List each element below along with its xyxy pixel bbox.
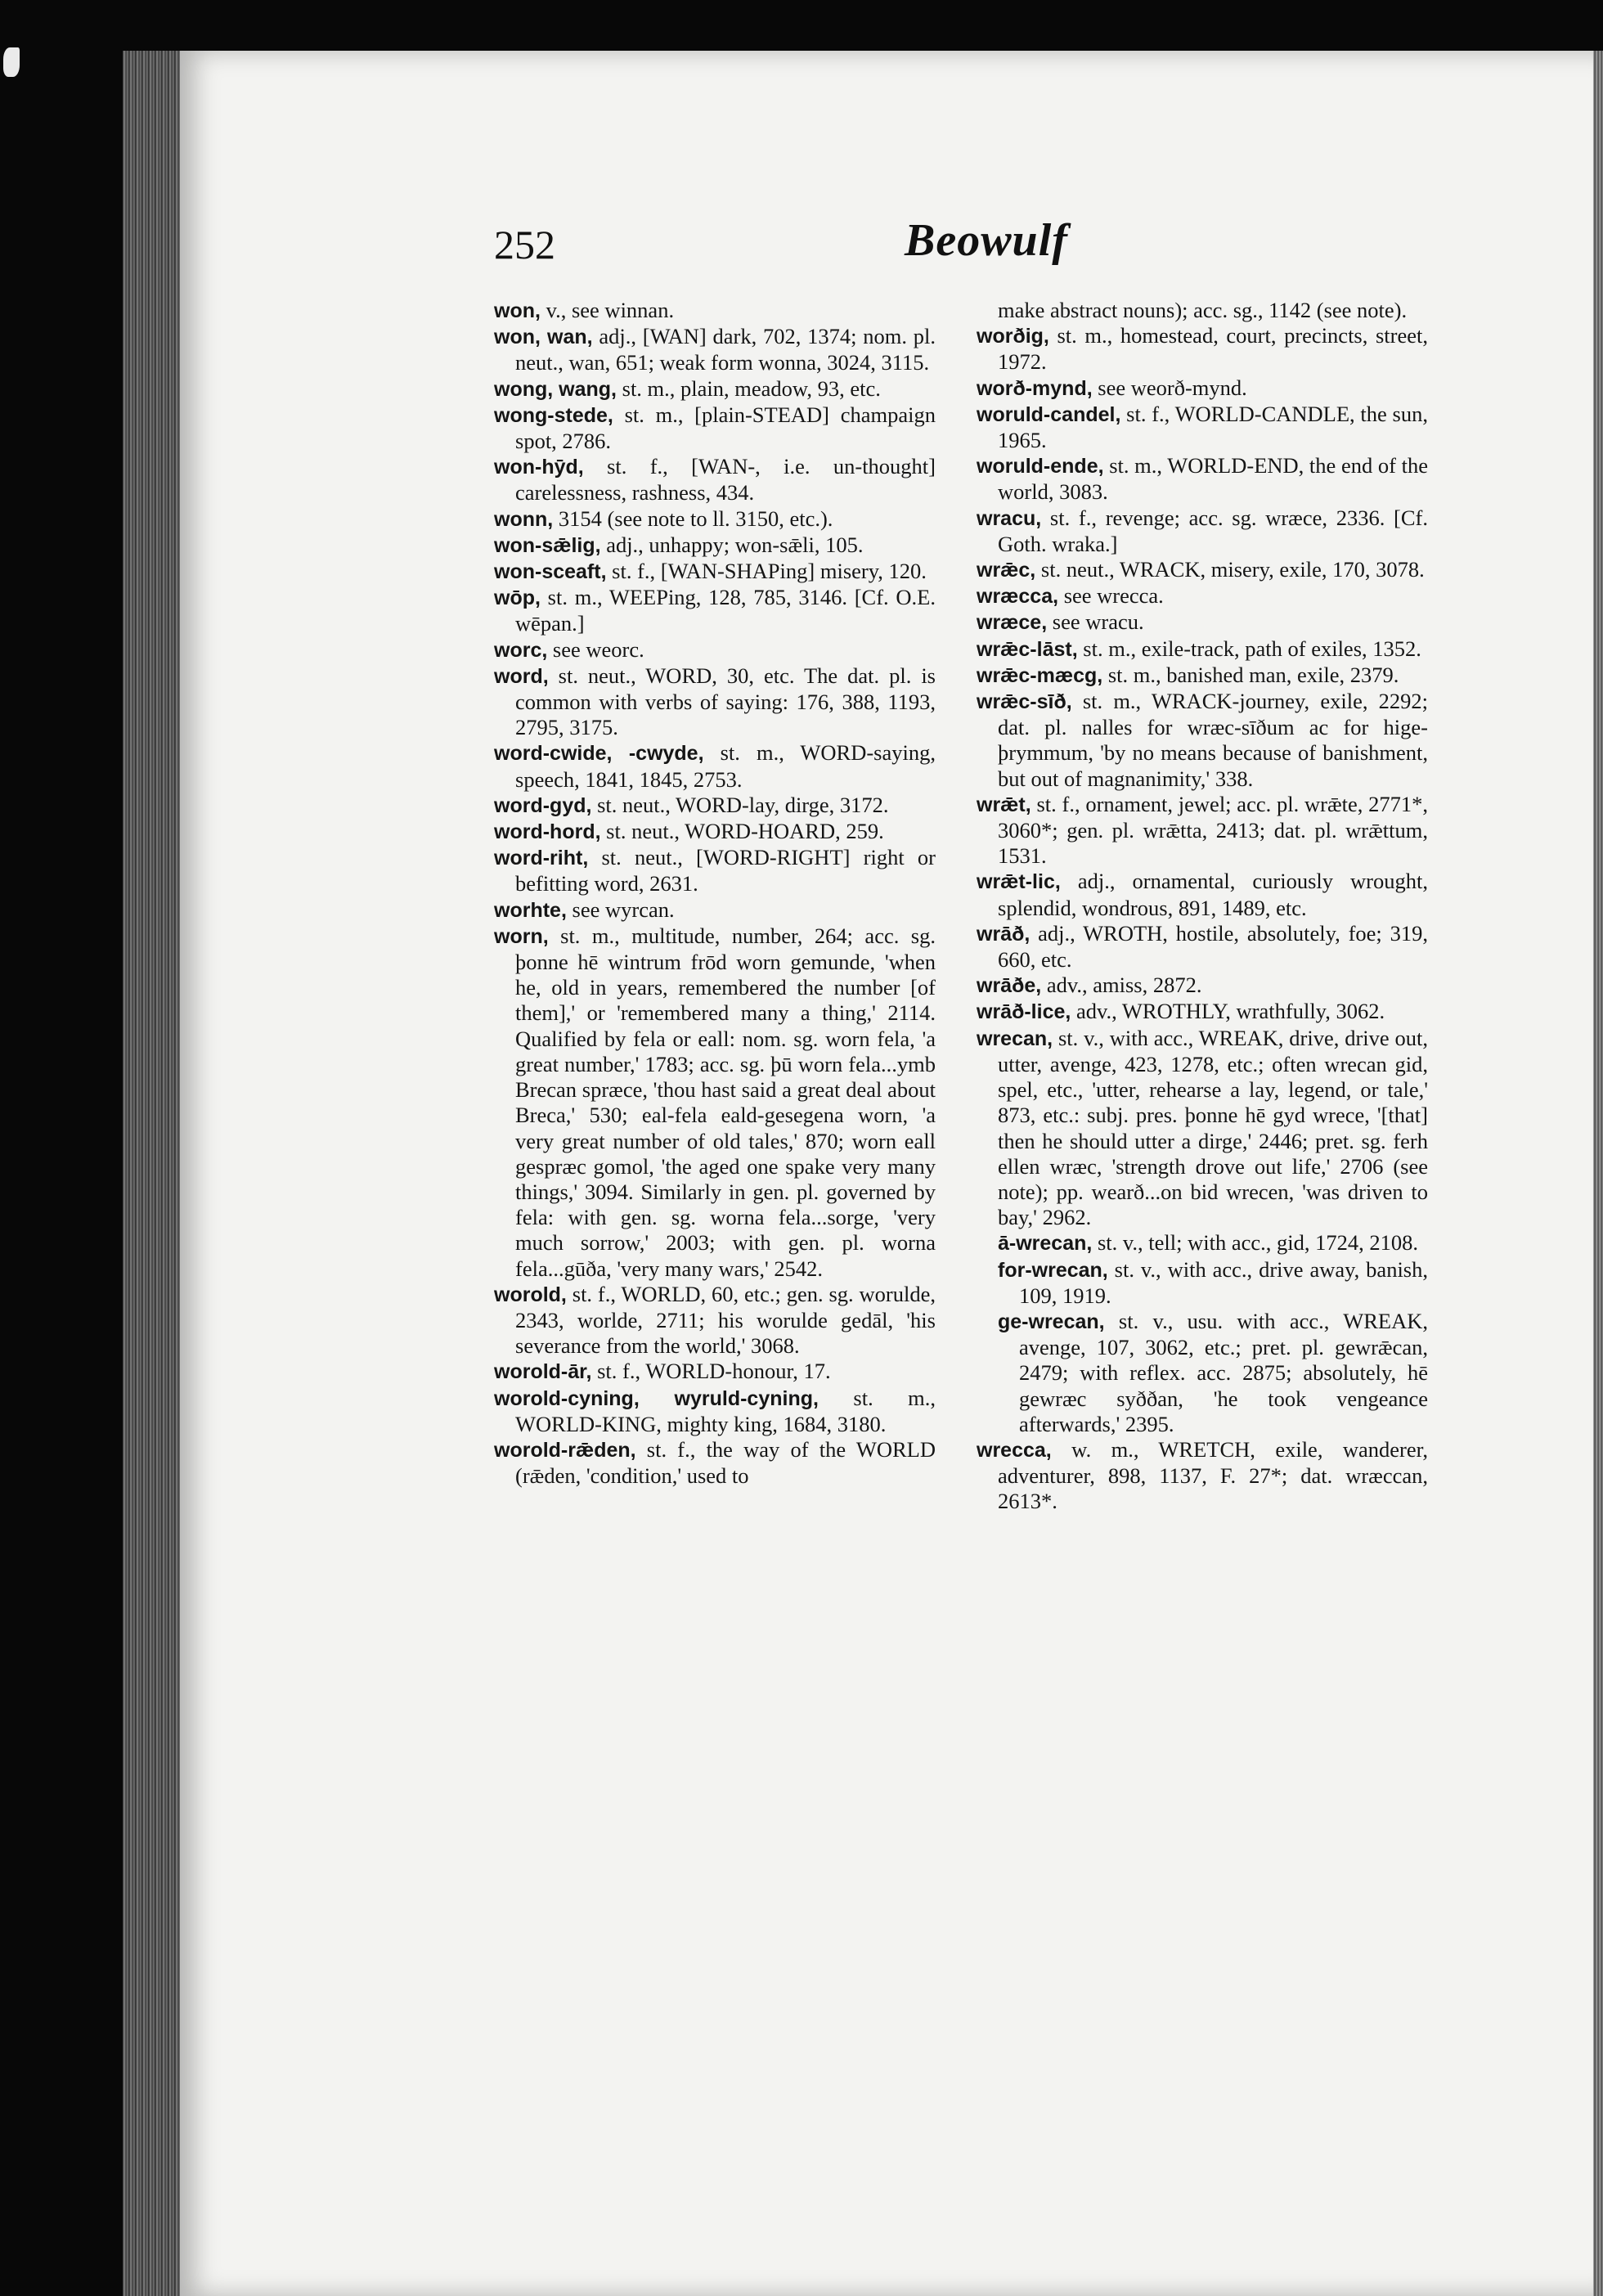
headword: worðig, [977, 325, 1049, 348]
glossary-entry [494, 506, 936, 532]
headword: word-riht, [494, 847, 589, 870]
entry-definition: adv., WROTHLY, wrathfully, 3062. [1071, 999, 1385, 1024]
glossary-entry [977, 298, 1428, 323]
entry-definition: see wrecca. [1058, 583, 1164, 609]
headword: won-sǣlig, [494, 533, 601, 557]
entry-definition: st. m., exile-track, path of exiles, 1352. [1077, 636, 1421, 661]
entry-definition: st. neut., WRACK, misery, exile, 170, 3078. [1035, 557, 1425, 582]
glossary-entry [494, 740, 936, 792]
glossary-entry [494, 298, 936, 324]
entry-definition: st. m., multitude, number, 264; acc. sg. þonne hē wintrum frōd worn gemunde, 'when he, old in years, remembered the number [of them],' or 'remembered many a thing,' 2114. Qualified by fela or eall: nom. sg. worn fela, 'a great number,' 1783; acc. sg. þū worn fela...ymb Brecan spræce, 'thou hast said a great deal about Breca,' 530; eal-fela eald-gesegena worn, 'a very great number of old tales,' 870; worn eall gespræc gomol, 'the aged one spake very many things,' 3094. Similarly in gen. pl. governed by fela: with gen. sg. worna fela...sorge, 'very much sorrow,' 2003; with gen. pl. worna fela...gūðа, 'very many wars,' 2542. [515, 923, 936, 1281]
headword: word-gyd, [494, 793, 592, 817]
entry-definition: st. m., WORLD-KING, mighty king, 1684, 3180. [515, 1385, 936, 1436]
entry-definition: st. neut., [WORD-RIGHT] right or befitting word, 2631. [515, 845, 936, 896]
glossary-entry [494, 532, 936, 559]
headword: wong, wang, [494, 377, 617, 401]
glossary-entry [977, 1437, 1428, 1515]
glossary-entry [494, 663, 936, 741]
headword: wrāð, [977, 922, 1030, 946]
headword: wrǣt-lic, [977, 870, 1061, 894]
headword: wracu, [977, 506, 1042, 530]
headword: wræcca, [977, 585, 1059, 609]
glossary-entry [494, 402, 936, 454]
entry-definition: adj., unhappy; won-sǣli, 105. [600, 532, 864, 557]
headword: wrecan, [977, 1027, 1053, 1050]
glossary-entry [494, 1282, 936, 1359]
glossary-entry [977, 557, 1428, 583]
entry-definition: st. m., plain, meadow, 93, etc. [617, 375, 881, 401]
glossary-entry [494, 793, 936, 819]
glossary-entry [977, 505, 1428, 557]
entry-definition: st. v., with acc., drive away, banish, 109, 1919. [1019, 1256, 1428, 1308]
headword: wōp, [494, 586, 541, 610]
headword: wrecca, [977, 1438, 1052, 1462]
headword: worold, [494, 1283, 567, 1306]
entry-definition: st. f., revenge; acc. sg. wræce, 2336. [Cf. Goth. wraka.] [998, 505, 1428, 556]
headword: worð-mynd, [977, 376, 1093, 400]
entry-definition: v., see winnan. [540, 298, 675, 322]
entry-definition: see wracu. [1047, 609, 1144, 635]
headword: worc, [494, 638, 548, 662]
page-edge [1593, 51, 1603, 2296]
entry-definition: see weorð-mynd. [1092, 375, 1247, 400]
entry-definition: st. f., [WAN-SHAPing] misery, 120. [606, 559, 927, 584]
glossary-entry [494, 376, 936, 402]
running-title: Beowulf [905, 215, 1068, 266]
glossary-entry [977, 1309, 1428, 1437]
page-corner-mark [3, 47, 20, 77]
page-number: 252 [494, 222, 555, 267]
glossary-entry [494, 1437, 936, 1489]
glossary-entry [977, 583, 1428, 609]
headword: won, [494, 299, 541, 322]
headword: worn, [494, 924, 549, 948]
glossary-entry [494, 454, 936, 505]
glossary-entry [494, 923, 936, 1282]
glossary-entry [494, 559, 936, 585]
headword: won-hȳd, [494, 456, 584, 479]
glossary-entry [494, 897, 936, 923]
glossary-entry [494, 637, 936, 663]
headword: wrǣc-lāst, [977, 637, 1078, 661]
glossary-entry [977, 323, 1428, 375]
glossary-entry [977, 689, 1428, 792]
entry-definition: st. m., homestead, court, precincts, street, 1972. [998, 323, 1428, 375]
headword: worold-rǣden, [494, 1438, 636, 1462]
entry-definition: adj., [WAN] dark, 702, 1374; nom. pl. neut., wan, 651; weak form wonna, 3024, 3115. [515, 324, 936, 375]
entry-definition: st. m., WRACK-journey, exile, 2292; dat. pl. nalles for wræc-sīðum ac for hige-þrymmum, 'by no means because of banishment, but out of magnanimity,' 338. [998, 689, 1428, 791]
entry-definition: st. f., [WAN-, i.e. un-thought] carelessness, rashness, 434. [515, 454, 936, 505]
glossary-entry [977, 792, 1428, 869]
glossary-entry [977, 1257, 1428, 1309]
glossary-entry [977, 869, 1428, 920]
entry-definition: st. f., ornament, jewel; acc. pl. wrǣte, 2771*, 3060*; gen. pl. wrǣtta, 2413; dat. pl. wrǣttum, 1531. [998, 791, 1428, 869]
glossary-entry [494, 585, 936, 636]
headword: word, [494, 664, 549, 688]
glossary-entry [977, 663, 1428, 689]
glossary-entry [977, 375, 1428, 402]
entry-definition: adj., WROTH, hostile, absolutely, foe; 319, 660, etc. [998, 920, 1428, 973]
entry-definition: st. f., WORLD-honour, 17. [591, 1359, 831, 1384]
glossary-entry [494, 819, 936, 845]
headword: worold-cyning, wyruld-cyning, [494, 1386, 819, 1410]
glossary-column-left [494, 298, 936, 1489]
headword: word-hord, [494, 820, 601, 844]
glossary-entry [977, 1230, 1428, 1256]
headword: wonn, [494, 507, 554, 531]
headword: ge-wrecan, [998, 1310, 1105, 1333]
headword: ā-wrecan, [998, 1232, 1093, 1256]
entry-definition: adv., amiss, 2872. [1041, 973, 1202, 998]
headword: word-cwide, -cwyde, [494, 742, 704, 766]
headword: worhte, [494, 898, 567, 922]
glossary-entry [977, 973, 1428, 999]
entry-definition: st. v., usu. with acc., WREAK, avenge, 107, 3062, etc.; pret. pl. gewrǣcan, 2479; with reflex. acc. 2875; absolutely, hē gewræc syððan, 'he took vengeance afterwards,' 2395. [1019, 1308, 1428, 1436]
headword: wræce, [977, 611, 1048, 635]
headword: wrāðe, [977, 974, 1042, 998]
headword: wong-stede, [494, 403, 613, 427]
entry-definition: st. m., WEEPing, 128, 785, 3146. [Cf. O.E. wēpan.] [515, 585, 936, 636]
headword: wrǣc, [977, 559, 1036, 582]
glossary-entry [494, 1359, 936, 1385]
glossary-column-right [977, 298, 1428, 1515]
book-spine [123, 51, 180, 2296]
headword: woruld-ende, [977, 455, 1104, 479]
headword: for-wrecan, [998, 1258, 1108, 1282]
entry-definition: st. m., WORLD-END, the end of the world, 3083. [998, 453, 1428, 505]
entry-definition: see weorc. [547, 636, 644, 662]
glossary-entry [977, 999, 1428, 1025]
entry-definition: st. neut., WORD, 30, etc. The dat. pl. is common with verbs of saying: 176, 388, 1193, 2795, 3175. [515, 663, 936, 740]
headword: woruld-candel, [977, 402, 1121, 426]
glossary-entry [494, 324, 936, 375]
headword: won-sceaft, [494, 560, 607, 584]
entry-definition: adj., ornamental, curiously wrought, splendid, wondrous, 891, 1489, etc. [998, 869, 1428, 920]
entry-definition: make abstract nouns); acc. sg., 1142 (see note). [998, 298, 1408, 322]
entry-definition: st. f., the way of the WORLD (rǣden, 'condition,' used to [515, 1436, 936, 1489]
entry-definition: st. m., WORD-saying, speech, 1841, 1845, 2753. [515, 740, 936, 792]
entry-definition: 3154 (see note to ll. 3150, etc.). [553, 505, 833, 531]
glossary-entry [977, 609, 1428, 636]
entry-definition: see wyrcan. [566, 896, 675, 922]
entry-definition: w. m., WRETCH, exile, wanderer, adventurer, 898, 1137, F. 27*; dat. wræccan, 2613*. [998, 1436, 1428, 1514]
glossary-entry [977, 453, 1428, 505]
entry-definition: st. m., [plain-STEAD] champaign spot, 2786. [515, 402, 936, 454]
glossary-entry [494, 1386, 936, 1437]
glossary-entry [977, 636, 1428, 663]
glossary-entry [977, 921, 1428, 973]
entry-definition: st. f., WORLD, 60, etc.; gen. sg. worulde, 2343, worlde, 2711; his worulde gedāl, 'his severance from the world,' 3068. [515, 1281, 936, 1359]
glossary-entry [494, 845, 936, 896]
entry-definition: st. m., banished man, exile, 2379. [1102, 662, 1399, 687]
entry-definition: st. neut., WORD-HOARD, 259. [600, 819, 884, 844]
headword: worold-ār, [494, 1360, 592, 1384]
entry-definition: st. v., tell; with acc., gid, 1724, 2108. [1092, 1230, 1419, 1256]
headword: wrǣc-mæcg, [977, 663, 1103, 687]
entry-definition: st. f., WORLD-CANDLE, the sun, 1965. [998, 401, 1428, 453]
entry-definition: st. neut., WORD-lay, dirge, 3172. [591, 792, 889, 817]
headword: wrāð-lice, [977, 1000, 1071, 1024]
entry-definition: st. v., with acc., WREAK, drive, drive out, utter, avenge, 423, 1278, etc.; often wrecan gid, spel, etc., 'utter, rehearse a lay, legend, or tale,' 873, etc.: subj. pres. þonne hē gyd wrece, '[that] then he should utter a dirge,' 2446; pret. sg. ferh ellen wræc, 'strength drove out life,' 2706 (see note); pp. wearð...on bid wrecen, 'was driven to bay,' 2962. [998, 1025, 1428, 1230]
glossary-entry [977, 402, 1428, 453]
headword: wrǣt, [977, 793, 1031, 816]
glossary-entry [977, 1026, 1428, 1231]
headword: wrǣc-sīð, [977, 690, 1072, 714]
headword: won, wan, [494, 326, 593, 349]
